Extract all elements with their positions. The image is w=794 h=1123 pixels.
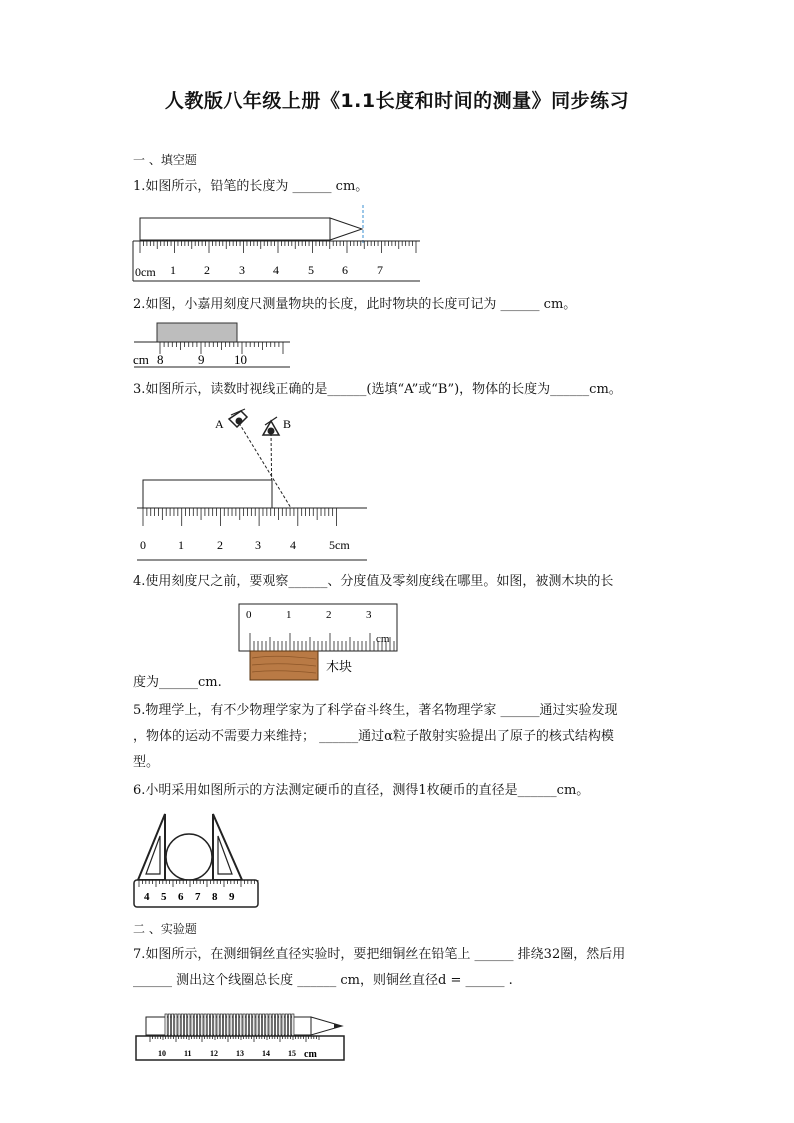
tick-label: 3 bbox=[366, 609, 372, 621]
wire-turn bbox=[253, 1014, 255, 1038]
wire-turn bbox=[289, 1014, 291, 1038]
question-3: 3.如图所示，读数时视线正确的是______(选填“A”或“B”)，物体的长度为______cm。 bbox=[133, 382, 622, 397]
wire-turn bbox=[272, 1014, 274, 1038]
figure-pencil-ruler bbox=[130, 203, 430, 283]
wire-turn bbox=[230, 1014, 232, 1038]
pencil-tip bbox=[330, 218, 362, 240]
unit-label: cm bbox=[304, 1049, 317, 1060]
ruler-ticks bbox=[160, 342, 283, 354]
wire-turn bbox=[263, 1014, 265, 1038]
wire-turn bbox=[172, 1014, 174, 1038]
tick-label: 0 bbox=[246, 609, 252, 621]
wire-turn bbox=[191, 1014, 193, 1038]
tick-label: 1 bbox=[286, 609, 292, 621]
wire-turn bbox=[237, 1014, 239, 1038]
question-7-line-2: ______ 测出这个线圈总长度 ______ cm，则铜丝直径d = ______ . bbox=[133, 973, 513, 988]
tick-label: 2 bbox=[326, 609, 332, 621]
wire-turn bbox=[250, 1014, 252, 1038]
tick-label: 15 bbox=[288, 1049, 296, 1058]
wire-turn bbox=[227, 1014, 229, 1038]
measured-object bbox=[143, 480, 272, 508]
wire-turn bbox=[194, 1014, 196, 1038]
wire-turn bbox=[259, 1014, 261, 1038]
wire-turn bbox=[185, 1014, 187, 1038]
tick-label: 3 bbox=[239, 263, 245, 277]
wire-turn bbox=[292, 1014, 294, 1038]
question-4-line-1: 4.使用刻度尺之前，要观察______、分度值及零刻度线在哪里。如图，被测木块的长 bbox=[133, 574, 614, 589]
wire-turn bbox=[198, 1014, 200, 1038]
tick-label: 4 bbox=[290, 538, 296, 552]
tick-label: 2 bbox=[204, 263, 210, 277]
tick-label: 6 bbox=[342, 263, 348, 277]
tick-label: 2 bbox=[217, 538, 223, 552]
wire-turn bbox=[220, 1014, 222, 1038]
tick-label: 4 bbox=[273, 263, 279, 277]
question-6: 6.小明采用如图所示的方法测定硬币的直径，测得1枚硬币的直径是______cm。 bbox=[133, 783, 590, 798]
tick-label: 0cm bbox=[135, 265, 156, 279]
tick-label: 13 bbox=[236, 1049, 244, 1058]
wire-turn bbox=[178, 1014, 180, 1038]
tick-label: 12 bbox=[210, 1049, 218, 1058]
wire-turn bbox=[224, 1014, 226, 1038]
question-5-line-1: 5.物理学上，有不少物理学家为了科学奋斗终生，著名物理学家 ______通过实验发现 bbox=[133, 703, 618, 718]
wire-turn bbox=[243, 1014, 245, 1038]
question-5-line-2: ，物体的运动不需要力来维持； ______通过α粒子散射实验提出了原子的核式结构模 bbox=[133, 729, 614, 744]
figure-copper-wire-coil bbox=[132, 1000, 347, 1066]
page-title: 人教版八年级上册《1.1长度和时间的测量》同步练习 bbox=[164, 90, 630, 112]
wire-turn bbox=[276, 1014, 278, 1038]
figure-block-ruler bbox=[130, 320, 300, 370]
unit-label: cm bbox=[133, 352, 149, 367]
block bbox=[157, 323, 237, 342]
tick-label: 8 bbox=[157, 352, 164, 367]
tick-label: 14 bbox=[262, 1049, 270, 1058]
question-2: 2.如图，小嘉用刻度尺测量物块的长度，此时物块的长度可记为 ______ cm。 bbox=[133, 297, 577, 312]
wire-turn bbox=[256, 1014, 258, 1038]
ruler-labels bbox=[135, 263, 383, 279]
tick-label: 1 bbox=[178, 538, 184, 552]
tick-label: 0 bbox=[140, 538, 146, 552]
pencil-body bbox=[140, 218, 330, 240]
tick-label: 5 bbox=[308, 263, 314, 277]
coin bbox=[166, 834, 212, 880]
tick-label: 10 bbox=[234, 352, 247, 367]
wire-turn bbox=[266, 1014, 268, 1038]
eye-b-label: B bbox=[283, 417, 292, 431]
wire-turn bbox=[282, 1014, 284, 1038]
wire-turn bbox=[211, 1014, 213, 1038]
left-triangle bbox=[138, 814, 165, 880]
figure-coin-triangles bbox=[132, 806, 262, 910]
wire-turn bbox=[201, 1014, 203, 1038]
tick-label: 7 bbox=[377, 263, 383, 277]
wire-turn bbox=[269, 1014, 271, 1038]
figure-line-of-sight bbox=[133, 405, 373, 565]
tick-label: 1 bbox=[170, 263, 176, 277]
tick-label: 5cm bbox=[329, 538, 350, 552]
tick-label: 9 bbox=[229, 891, 235, 903]
question-7-line-1: 7.如图所示，在测细铜丝直径实验时，要把细铜丝在铅笔上 ______ 排绕32圈，然后用 bbox=[133, 947, 626, 962]
question-5-line-3: 型。 bbox=[133, 755, 160, 770]
block-label: 木块 bbox=[326, 659, 353, 674]
section-heading-experiment: 二 、实验题 bbox=[133, 922, 197, 936]
question-4-line-2: 度为______cm. bbox=[133, 675, 222, 690]
eye-a-label: A bbox=[215, 417, 224, 431]
section-heading-fill-blank: 一 、填空题 bbox=[133, 153, 197, 167]
wire-turn bbox=[285, 1014, 287, 1038]
tick-label: 4 bbox=[144, 891, 150, 903]
wire-turn bbox=[240, 1014, 242, 1038]
wire-turn bbox=[214, 1014, 216, 1038]
tick-label: 9 bbox=[198, 352, 205, 367]
wire-turn bbox=[233, 1014, 235, 1038]
eye-b-icon bbox=[263, 417, 279, 435]
right-triangle bbox=[213, 814, 242, 880]
tick-label: 3 bbox=[255, 538, 261, 552]
wire-turn bbox=[188, 1014, 190, 1038]
wire-turn bbox=[279, 1014, 281, 1038]
question-1: 1.如图所示，铅笔的长度为 ______ cm。 bbox=[133, 179, 369, 194]
wire-turn bbox=[168, 1014, 170, 1038]
unit-label: cm bbox=[376, 633, 390, 645]
wire-turn bbox=[207, 1014, 209, 1038]
wire-turn bbox=[175, 1014, 177, 1038]
tick-label: 6 bbox=[178, 891, 184, 903]
eye-a-icon bbox=[229, 409, 247, 427]
wire-turn bbox=[217, 1014, 219, 1038]
wire-turn bbox=[181, 1014, 183, 1038]
ruler-ticks bbox=[140, 241, 416, 253]
tick-label: 8 bbox=[212, 891, 218, 903]
wire-turn bbox=[246, 1014, 248, 1038]
wire-turn bbox=[204, 1014, 206, 1038]
tick-label: 5 bbox=[161, 891, 167, 903]
tick-label: 11 bbox=[184, 1049, 192, 1058]
tick-label: 10 bbox=[158, 1049, 166, 1058]
ruler-ticks bbox=[143, 508, 337, 526]
wire-turn bbox=[165, 1014, 167, 1038]
tick-label: 7 bbox=[195, 891, 201, 903]
